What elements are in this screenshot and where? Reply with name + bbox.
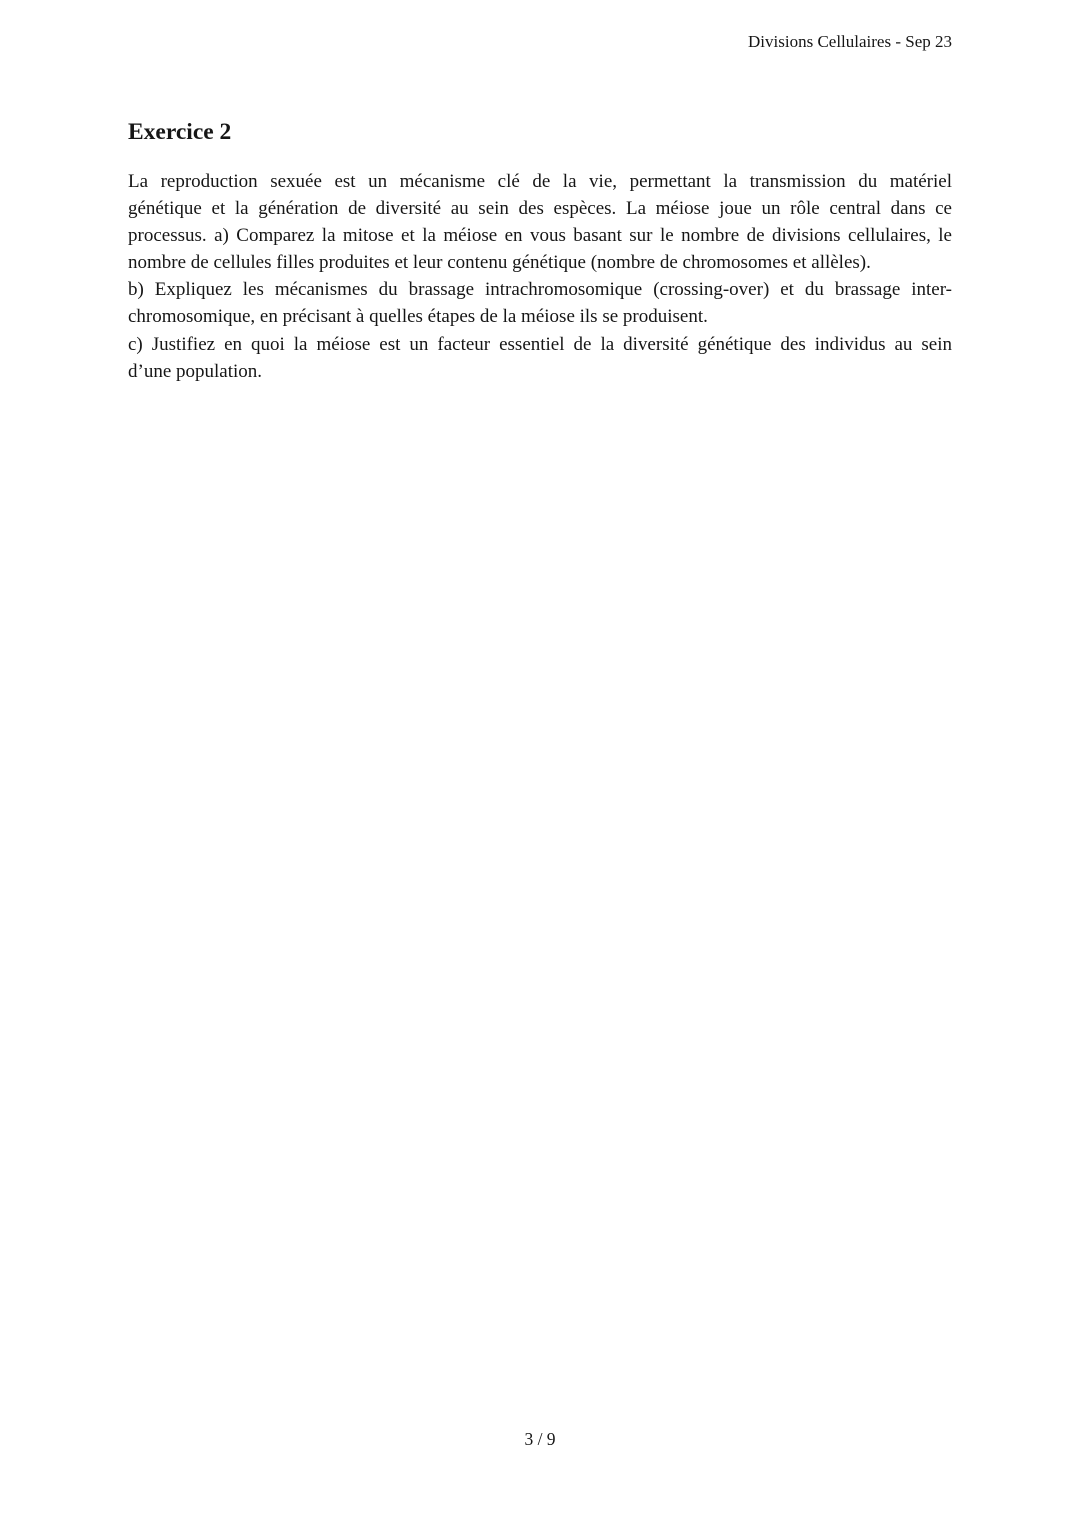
exercise-text-block: [128, 168, 952, 385]
body-line: c) Justifiez en quoi la méiose est un facteur essentiel de la diversité génétique des individus au sein: [128, 333, 952, 355]
header-running-title: Divisions Cellulaires - Sep 23: [748, 32, 952, 51]
body-line: génétique et la génération de diversité au sein des espèces. La méiose joue un rôle central dans ce: [128, 198, 952, 220]
page-header: [748, 31, 952, 52]
body-line: b) Expliquez les mécanismes du brassage intrachromosomique (crossing-over) et du brassage inter-: [128, 279, 952, 301]
body-line: La reproduction sexuée est un mécanisme clé de la vie, permettant la transmission du matériel: [128, 171, 952, 192]
page-footer: [0, 1429, 1080, 1450]
paragraph: [128, 331, 952, 385]
page-number: 3 / 9: [524, 1429, 556, 1449]
paragraph: [128, 168, 952, 276]
body-line: processus. a) Comparez la mitose et la méiose en vous basant sur le nombre de divisions cellulaires, le: [128, 225, 952, 247]
exercise-heading: Exercice 2: [128, 119, 232, 145]
body-line: nombre de cellules filles produites et leur contenu génétique (nombre de chromosomes et allèles).: [128, 252, 871, 274]
paragraph: [128, 276, 952, 330]
body-line: chromosomique, en précisant à quelles étapes de la méiose ils se produisent.: [128, 306, 708, 328]
body-line: d’une population.: [128, 360, 263, 382]
